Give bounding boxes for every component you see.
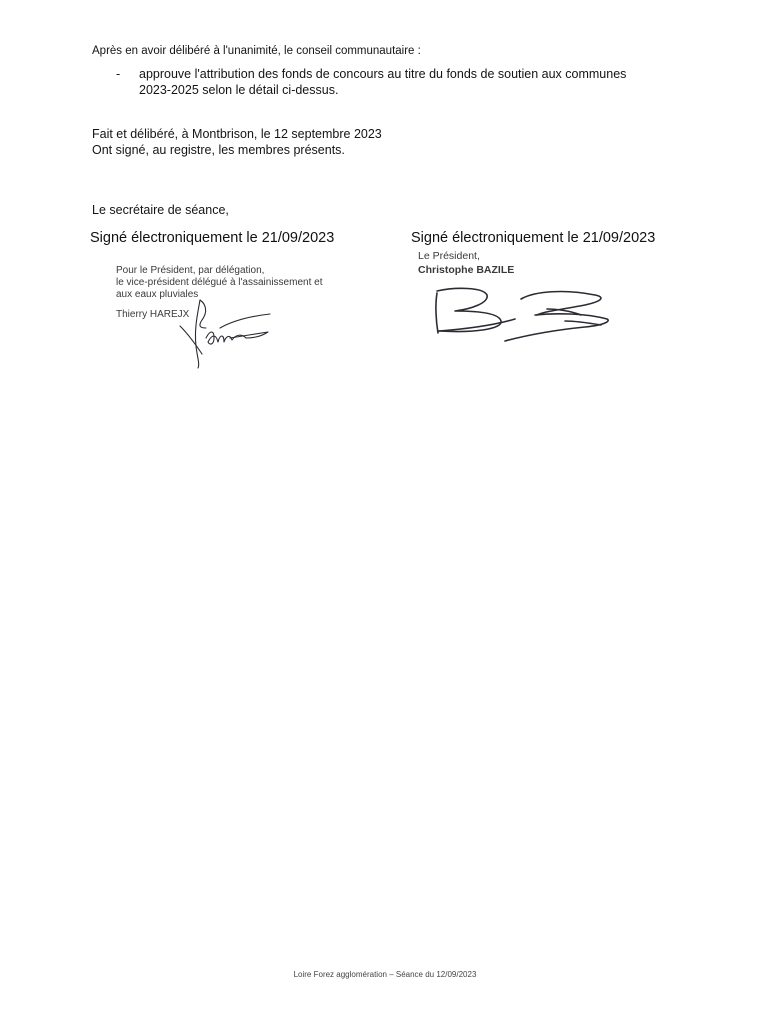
stamp-left-line2: le vice-président délégué à l'assainissement et xyxy=(116,277,323,288)
signature-right-header: Signé électroniquement le 21/09/2023 xyxy=(411,230,656,246)
page-footer: Loire Forez agglomération – Séance du 12/09/2023 xyxy=(293,970,477,979)
handwritten-signature-left xyxy=(170,298,280,370)
place-date-text: Fait et délibéré, à Montbrison, le 12 septembre 2023 xyxy=(92,127,382,141)
signature-left-header: Signé électroniquement le 21/09/2023 xyxy=(90,230,335,246)
signed-register-text: Ont signé, au registre, les membres présents. xyxy=(92,143,345,157)
stamp-right-name: Christophe BAZILE xyxy=(418,264,515,276)
bullet-text-line2: 2023-2025 selon le détail ci-dessus. xyxy=(139,83,339,97)
bullet-text-line1: approuve l'attribution des fonds de concours au titre du fonds de soutien aux communes xyxy=(139,67,627,81)
handwritten-signature-right xyxy=(425,285,620,347)
stamp-left-name: Thierry HAREJX xyxy=(116,309,190,320)
signature-right-stamp xyxy=(418,249,514,277)
intro-text: Après en avoir délibéré à l'unanimité, le conseil communautaire : xyxy=(92,45,421,57)
stamp-right-title: Le Président, xyxy=(418,250,480,262)
bullet-marker: - xyxy=(116,67,121,81)
secretary-label: Le secrétaire de séance, xyxy=(92,203,229,217)
stamp-left-line1: Pour le Président, par délégation, xyxy=(116,265,265,276)
stamp-left-line3: aux eaux pluviales xyxy=(116,289,199,300)
